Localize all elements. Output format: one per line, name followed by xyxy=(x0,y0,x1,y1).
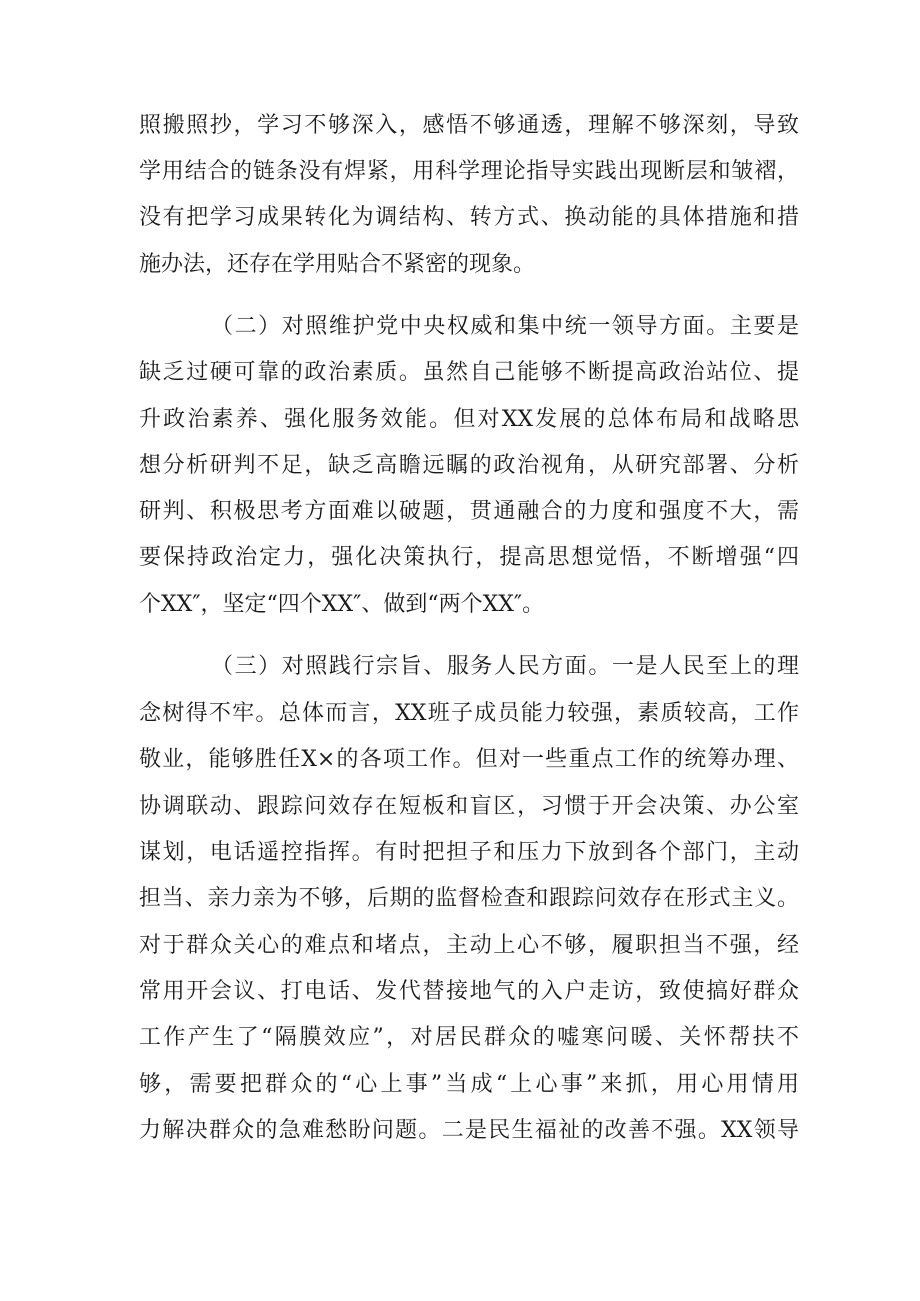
paragraph-line: 工作产生了“隔膜效应”，对居民群众的嘘寒问暖、关怀帮扶不 xyxy=(139,1025,799,1050)
paragraph-line: 常用开会议、打电话、发代替接地气的入户走访，致使搞好群众 xyxy=(139,979,799,1004)
paragraph-line: 担当、亲力亲为不够，后期的监督检查和跟踪问效存在形式主义。 xyxy=(139,886,799,911)
paragraph-line: 想分析研判不足，缺乏高瞻远瞩的政治视角，从研究部署、分析 xyxy=(139,453,799,478)
paragraph-line: （三）对照践行宗旨、服务人民方面。一是人民至上的理 xyxy=(211,654,799,679)
paragraph-line: （二）对照维护党中央权威和集中统一领导方面。主要是 xyxy=(211,314,799,339)
paragraph-line: 没有把学习成果转化为调结构、转方式、换动能的具体措施和措 xyxy=(139,205,799,230)
paragraph-line: 对于群众关心的难点和堵点，主动上心不够，履职担当不强，经 xyxy=(139,933,799,958)
paragraph-line: 研判、积极思考方面难以破题，贯通融合的力度和强度不大，需 xyxy=(139,499,799,524)
paragraph-line: 学用结合的链条没有焊紧，用科学理论指导实践出现断层和皱褶， xyxy=(139,159,799,184)
paragraph-line: 协调联动、跟踪问效存在短板和盲区，习惯于开会决策、办公室 xyxy=(139,794,799,819)
paragraph-line: 缺乏过硬可靠的政治素质。虽然自己能够不断提高政治站位、提 xyxy=(139,360,799,385)
paragraph-line: 够，需要把群众的“心上事”当成“上心事”来抓，用心用情用 xyxy=(139,1072,799,1097)
paragraph-line: 力解决群众的急难愁盼问题。二是民生福祉的改善不强。XX领导 xyxy=(139,1118,799,1143)
paragraph-line: 升政治素养、强化服务效能。但对XX发展的总体布局和战略思 xyxy=(139,407,799,432)
paragraph-line: 谋划，电话遥控指挥。有时把担子和压力下放到各个部门，主动 xyxy=(139,840,799,865)
paragraph-line: 个XX″，坚定“四个XX″、做到“两个XX″。 xyxy=(139,592,545,617)
paragraph-line: 念树得不牢。总体而言，XX班子成员能力较强，素质较高，工作 xyxy=(139,701,799,726)
paragraph-line: 照搬照抄，学习不够深入，感悟不够通透，理解不够深刻，导致 xyxy=(139,113,799,138)
paragraph-line: 要保持政治定力，强化决策执行，提高思想觉悟，不断增强“四 xyxy=(139,545,799,570)
paragraph-line: 敬业，能够胜任X×的各项工作。但对一些重点工作的统筹办理、 xyxy=(139,747,799,772)
paragraph-line: 施办法，还存在学用贴合不紧密的现象。 xyxy=(139,252,536,277)
